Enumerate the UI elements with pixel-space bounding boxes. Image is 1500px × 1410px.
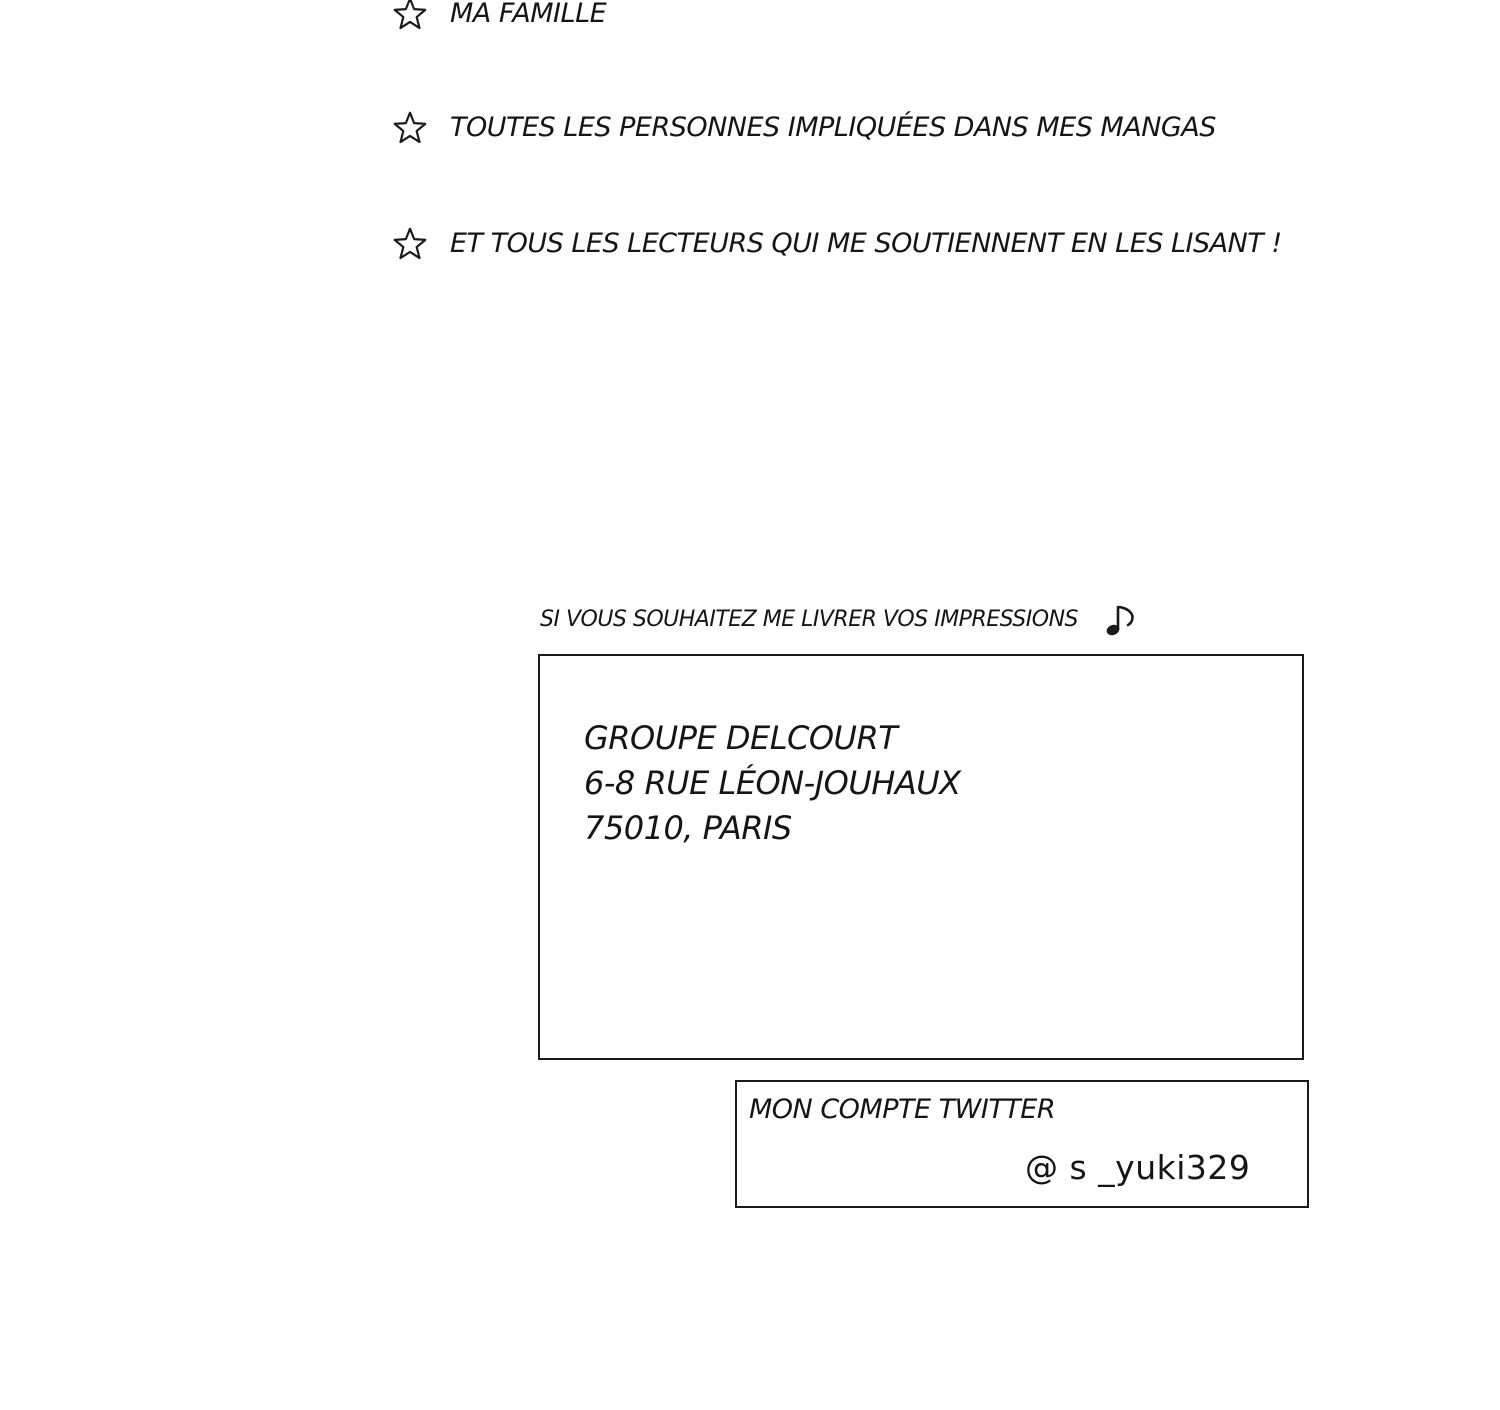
star-outline-icon (392, 226, 428, 262)
thanks-item-label: TOUTES LES PERSONNES IMPLIQUÉES DANS MES MANGAS (450, 112, 1216, 143)
star-outline-icon (392, 110, 428, 146)
impressions-prompt-text: SI VOUS SOUHAITEZ ME LIVRER VOS IMPRESSIONS (540, 607, 1078, 632)
twitter-account-box (735, 1080, 1309, 1208)
address-line-city: 75010, PARIS (584, 809, 792, 847)
thanks-list (392, 0, 1392, 280)
thanks-item-label: ET TOUS LES LECTEURS QUI ME SOUTIENNENT EN LES LISANT ! (450, 228, 1282, 259)
thanks-item-readers (392, 224, 1282, 264)
thanks-item-collaborators (392, 108, 1216, 148)
thanks-item-family (392, 0, 606, 34)
thanks-item-label: MA FAMILLE (450, 0, 607, 29)
mailing-address-box (538, 654, 1304, 1060)
twitter-label: MON COMPTE TWITTER (749, 1094, 1056, 1125)
mailing-address (584, 716, 961, 851)
impressions-prompt (540, 600, 1136, 640)
twitter-handle: @ s _yuki329 (1025, 1148, 1251, 1187)
address-line-company: GROUPE DELCOURT (584, 719, 898, 757)
star-outline-icon (392, 0, 428, 32)
music-note-icon (1104, 601, 1136, 639)
address-line-street: 6-8 RUE LÉON-JOUHAUX (584, 764, 961, 802)
